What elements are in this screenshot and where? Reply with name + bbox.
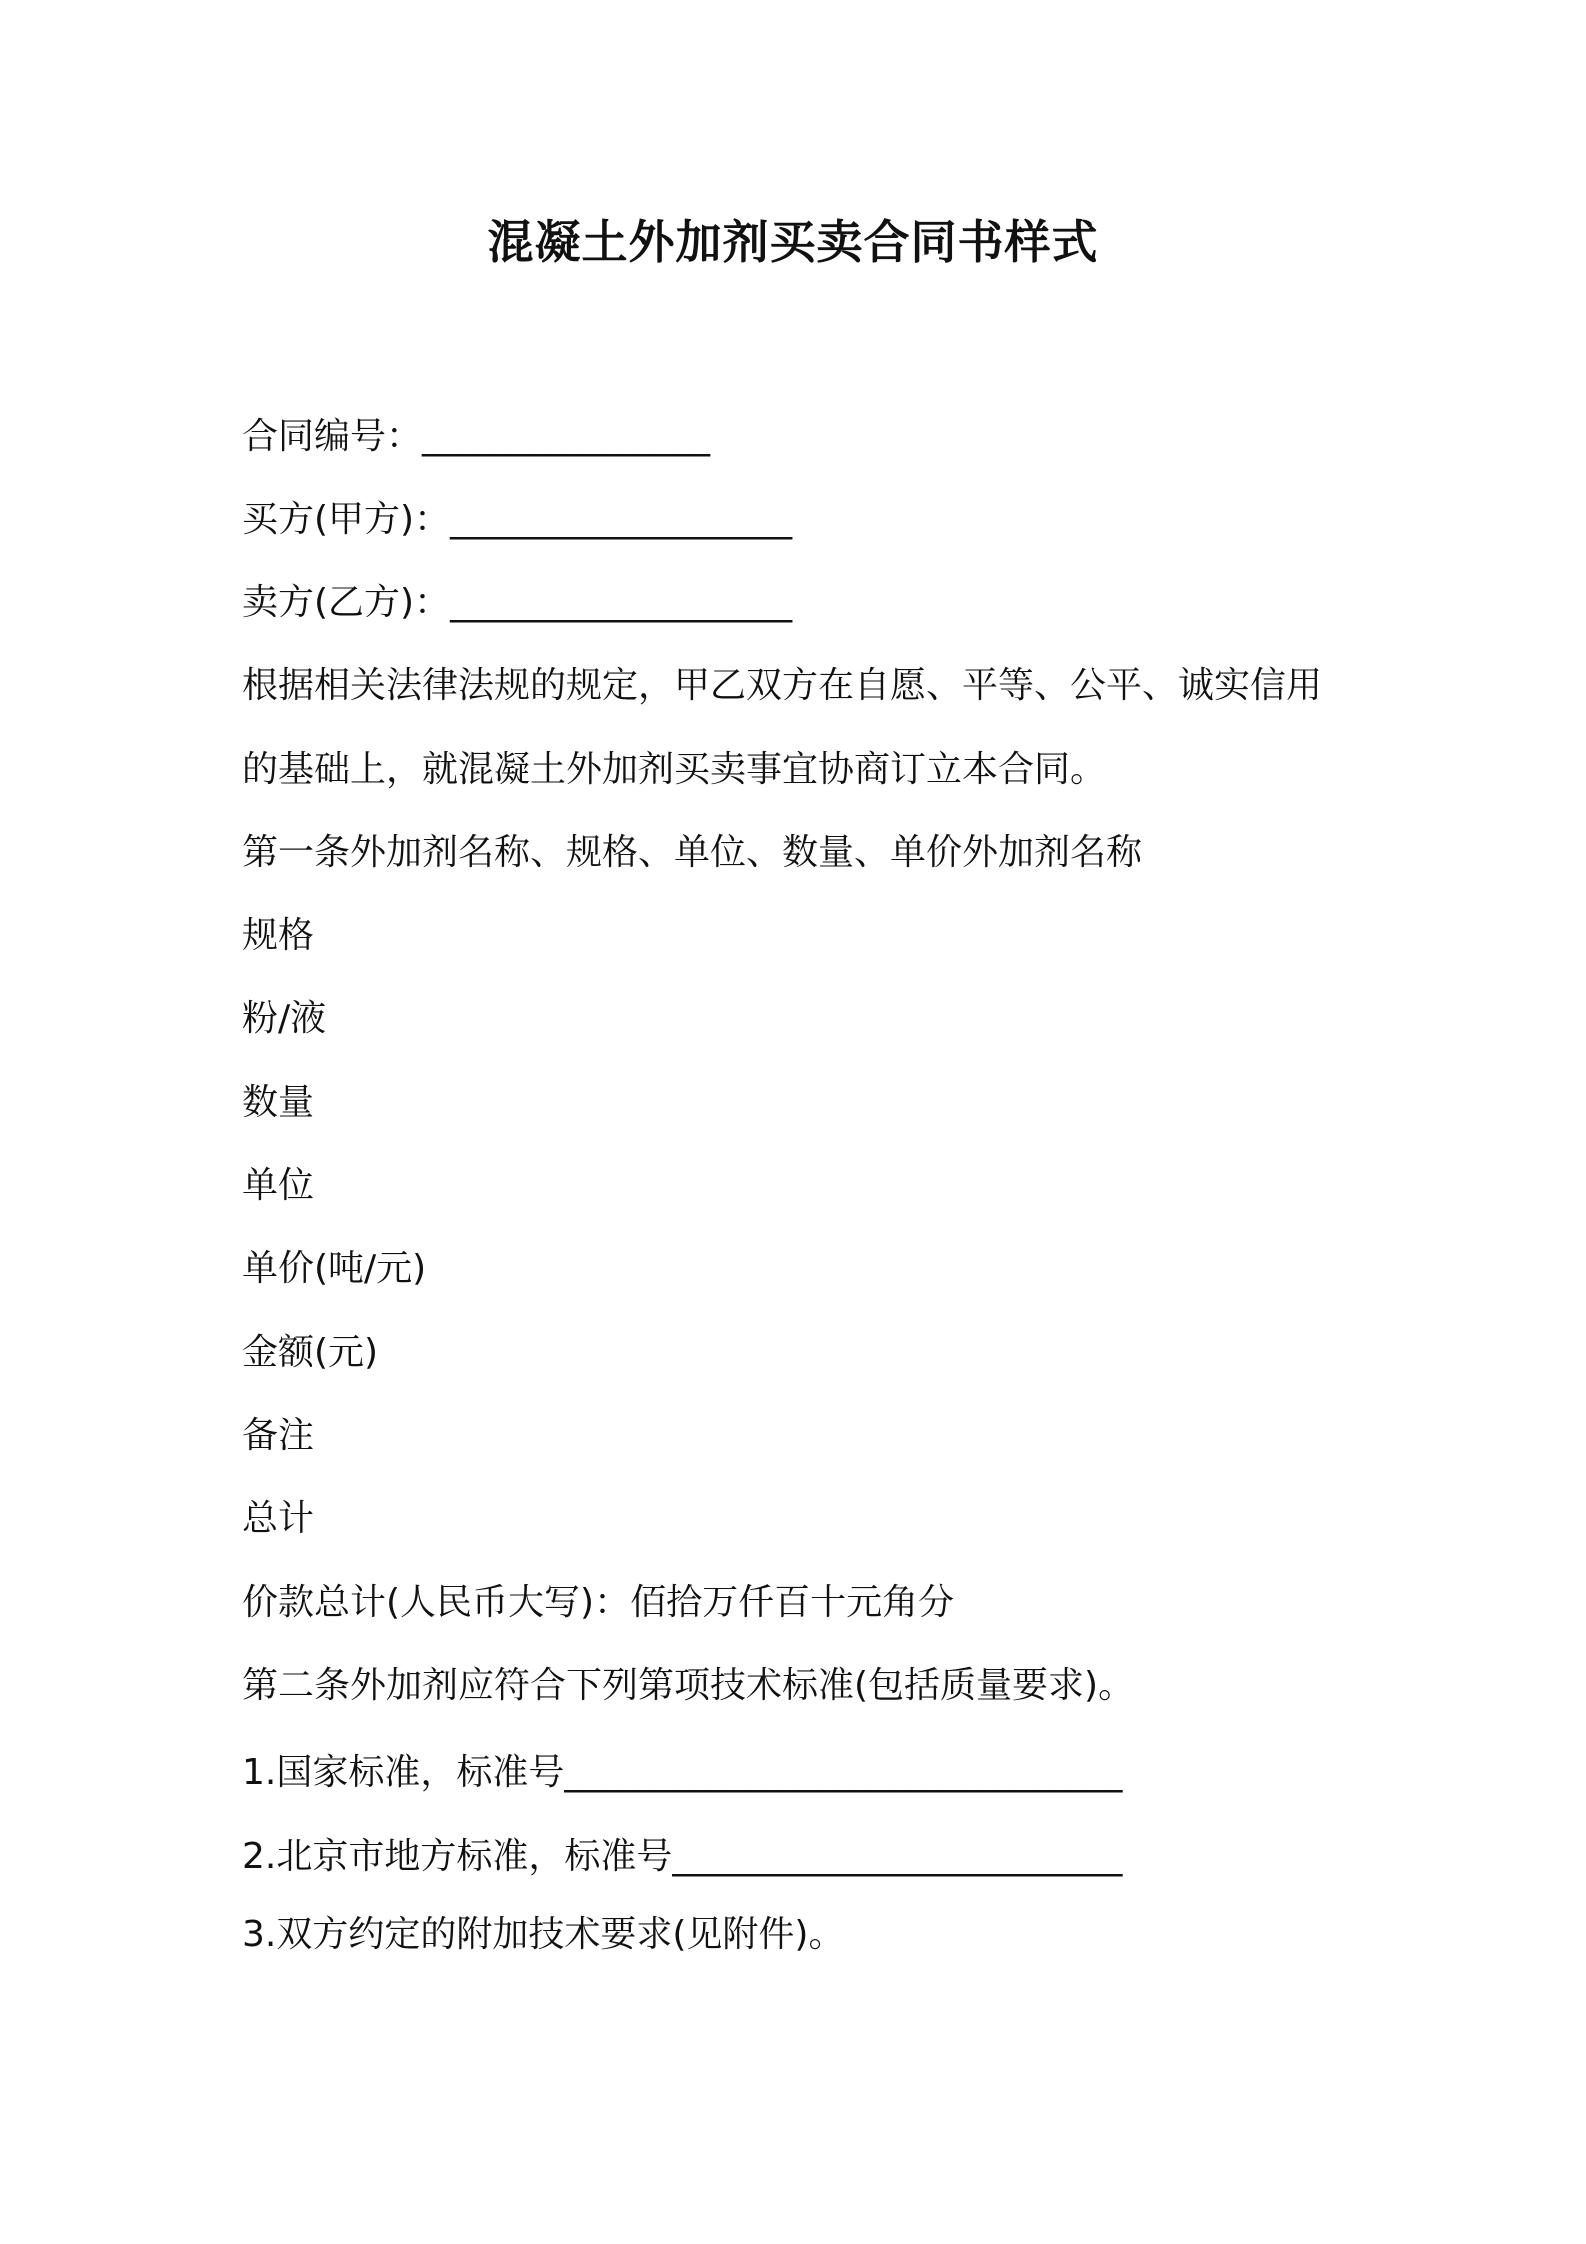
field-total: 总计 [242, 1498, 315, 1539]
seller-line: 卖方(乙方)：___________________ [242, 582, 793, 623]
field-amount: 金额(元) [242, 1332, 379, 1373]
price-total-capital: 价款总计(人民币大写)：佰拾万仟百十元角分 [242, 1582, 955, 1623]
beijing-standard-line: 2.北京市地方标准，标准号_________________________ [242, 1836, 1123, 1877]
document-title: 混凝土外加剂买卖合同书样式 [487, 215, 1099, 269]
preamble-line-2: 的基础上，就混凝土外加剂买卖事宜协商订立本合同。 [242, 749, 1107, 790]
field-quantity: 数量 [242, 1082, 315, 1123]
field-unit-price: 单价(吨/元) [242, 1248, 427, 1289]
buyer-line: 买方(甲方)：___________________ [242, 499, 793, 540]
field-unit: 单位 [242, 1165, 315, 1206]
article-2-heading: 第二条外加剂应符合下列第项技术标准(包括质量要求)。 [242, 1665, 1135, 1706]
national-standard-line: 1.国家标准，标准号_______________________________ [242, 1752, 1123, 1793]
article-1-heading: 第一条外加剂名称、规格、单位、数量、单价外加剂名称 [242, 832, 1143, 873]
contract-number-line: 合同编号：________________ [242, 416, 711, 457]
additional-requirements-line: 3.双方约定的附加技术要求(见附件)。 [242, 1914, 845, 1955]
field-spec: 规格 [242, 915, 315, 956]
field-powder-liquid: 粉/液 [242, 998, 327, 1039]
field-remarks: 备注 [242, 1415, 315, 1456]
preamble-line-1: 根据相关法律法规的规定，甲乙双方在自愿、平等、公平、诚实信用 [242, 665, 1323, 706]
